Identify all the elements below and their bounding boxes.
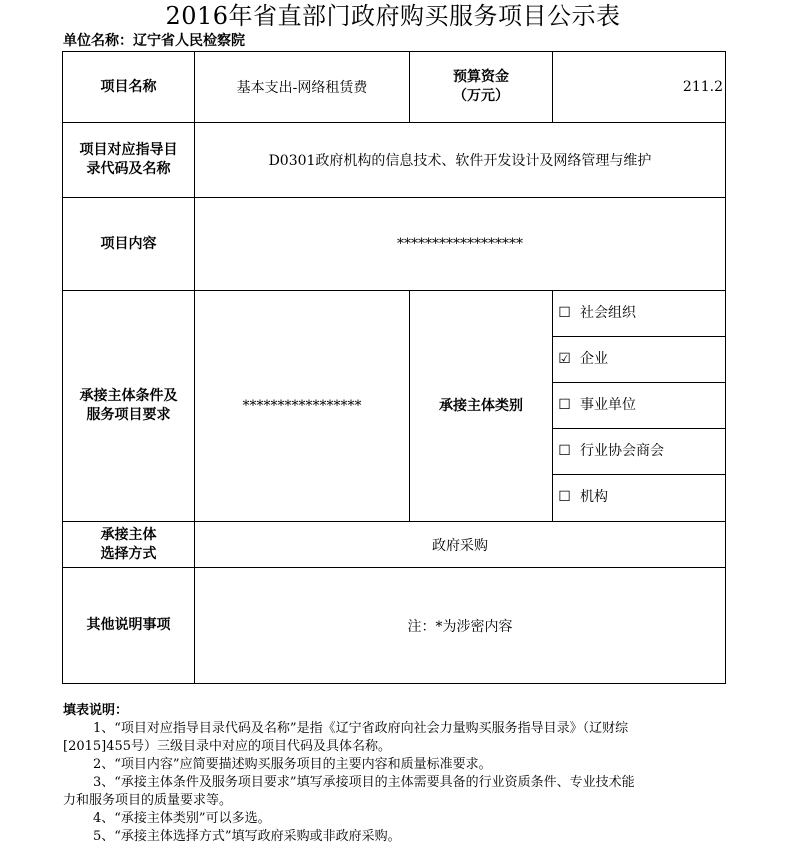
category-options — [553, 291, 726, 522]
budget-label-line1: 预算资金 — [453, 69, 509, 85]
selection-label-line2: 选择方式 — [100, 545, 157, 562]
category-option-institution[interactable] — [553, 475, 725, 520]
unit-name: 单位名称：辽宁省人民检察院 — [63, 33, 245, 49]
category-option-label: 事业单位 — [580, 397, 636, 413]
instruction-4: 4、“承接主体类别”可以多选。 — [93, 811, 271, 826]
project-name-value: 基本支出-网络租赁费 — [195, 52, 410, 123]
instructions-heading: 填表说明： — [63, 703, 129, 718]
instruction-3b: 力和服务项目的质量要求等。 — [63, 793, 233, 808]
category-option-social-org[interactable] — [553, 291, 725, 337]
checkbox-icon[interactable]: ☐ — [558, 489, 571, 505]
publicity-form — [62, 51, 726, 684]
category-option-enterprise[interactable] — [553, 337, 725, 383]
instruction-1b: [2015]455号）三级目录中对应的项目代码及具体名称。 — [63, 739, 392, 754]
conditions-label-line2: 服务项目要求 — [86, 407, 171, 423]
other-label: 其他说明事项 — [63, 568, 195, 684]
checkbox-icon[interactable]: ☐ — [558, 397, 571, 413]
project-name-label: 项目名称 — [63, 52, 195, 123]
category-option-label: 行业协会商会 — [580, 443, 664, 459]
budget-value: 211.2 — [553, 52, 726, 123]
catalog-label-line2: 录代码及名称 — [86, 161, 171, 177]
checkbox-checked-icon[interactable]: ☑ — [558, 351, 571, 367]
checkbox-icon[interactable]: ☐ — [558, 443, 571, 459]
selection-label-line1: 承接主体 — [100, 526, 157, 543]
catalog-label-line1: 项目对应指导目 — [79, 142, 178, 158]
checkbox-icon[interactable]: ☐ — [558, 305, 571, 321]
other-value: 注：*为涉密内容 — [195, 568, 726, 684]
content-value: ****************** — [195, 198, 726, 291]
category-option-label: 机构 — [580, 489, 608, 505]
instruction-3a: 3、“承接主体条件及服务项目要求”填写承接项目的主体需要具备的行业资质条件、专业技术能 — [93, 775, 635, 790]
catalog-value: D0301政府机构的信息技术、软件开发设计及网络管理与维护 — [195, 123, 726, 198]
page-title: 2016年省直部门政府购买服务项目公示表 — [165, 2, 621, 30]
selection-label — [63, 522, 195, 568]
conditions-value: ***************** — [195, 291, 410, 522]
budget-label-line2: （万元） — [453, 88, 509, 104]
content-label: 项目内容 — [63, 198, 195, 291]
instruction-2: 2、“项目内容”应简要描述购买服务项目的主要内容和质量标准要求。 — [93, 757, 492, 772]
category-option-label: 社会组织 — [580, 305, 636, 321]
instruction-1a: 1、“项目对应指导目录代码及名称”是指《辽宁省政府向社会力量购买服务指导目录》（辽财综 — [93, 721, 629, 736]
instruction-5: 5、“承接主体选择方式”填写政府采购或非政府采购。 — [93, 829, 401, 844]
selection-value: 政府采购 — [195, 522, 726, 568]
budget-label — [410, 52, 553, 123]
form-instructions — [63, 702, 723, 846]
category-option-industry-association[interactable] — [553, 429, 725, 475]
catalog-label — [63, 123, 195, 198]
category-option-label: 企业 — [580, 351, 608, 367]
conditions-label-line1: 承接主体条件及 — [79, 388, 178, 404]
category-option-public-institution[interactable] — [553, 383, 725, 429]
category-label: 承接主体类别 — [410, 291, 553, 522]
conditions-label — [63, 291, 195, 522]
